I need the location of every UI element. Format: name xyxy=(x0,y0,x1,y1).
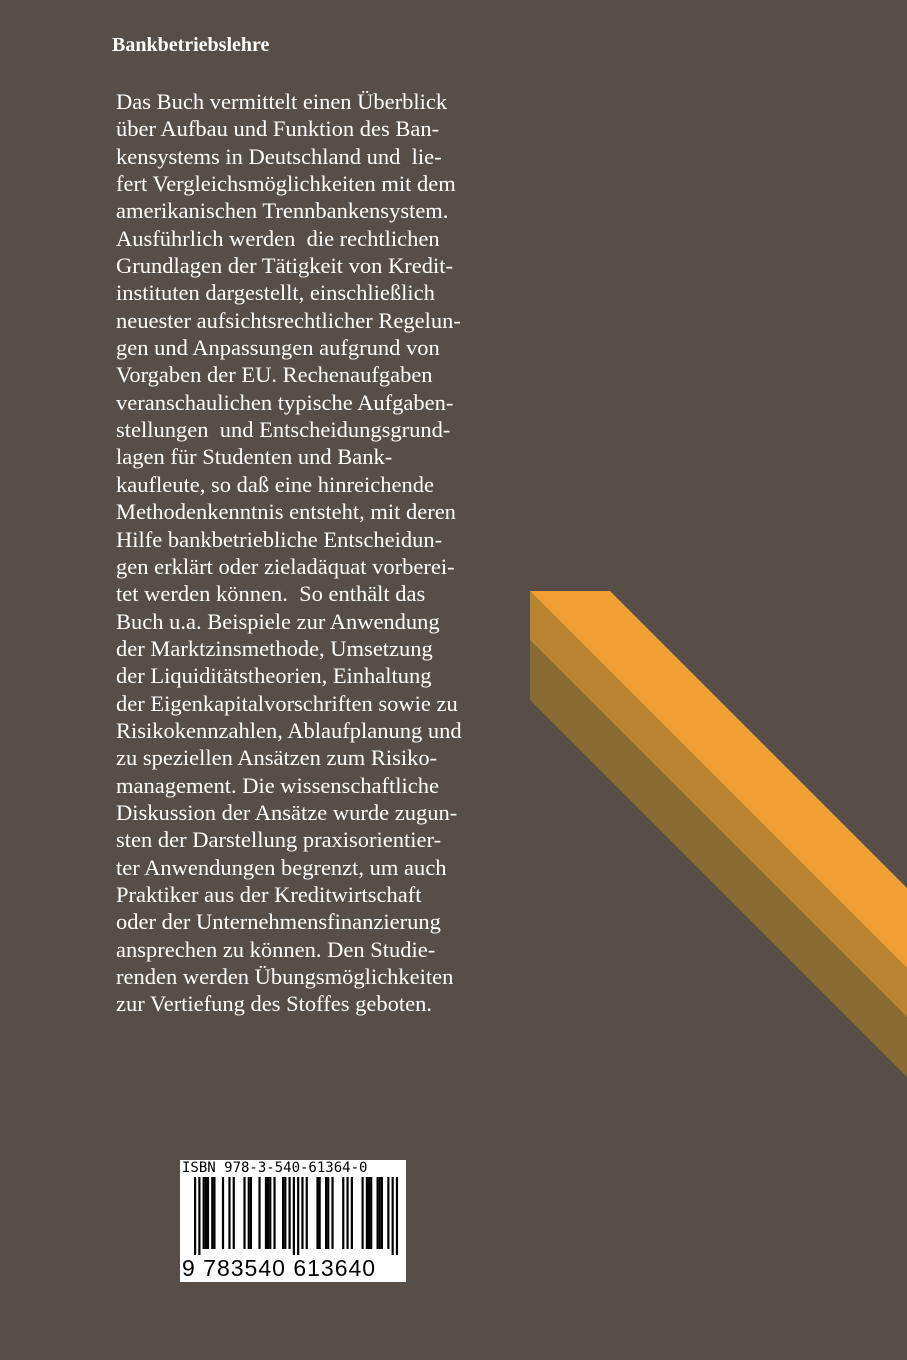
stripe-mid xyxy=(530,591,907,1017)
barcode-bar xyxy=(301,1177,303,1249)
blurb-line: Praktiker aus der Kreditwirtschaft xyxy=(116,881,422,907)
blurb-line: der Eigenkapitalvorschriften sowie zu xyxy=(116,690,458,716)
blurb-line: Risikokennzahlen, Ablaufplanung und xyxy=(116,717,462,743)
blurb-line: neuester aufsichtsrechtlicher Regelun- xyxy=(116,307,461,333)
barcode-bar xyxy=(316,1177,318,1249)
blurb-line: oder der Unternehmensfinanzierung xyxy=(116,909,441,935)
barcode-bar xyxy=(387,1177,389,1249)
blurb-line: Ausführlich werden die rechtlichen xyxy=(116,225,440,251)
blurb-line: Vorgaben der EU. Rechenaufgaben xyxy=(116,362,433,388)
ean-digits: 9 783540 613640 xyxy=(182,1255,377,1281)
blurb-line: Das Buch vermittelt einen Überblick xyxy=(116,89,448,114)
blurb-line: instituten dargestellt, einschließlich xyxy=(116,280,435,306)
isbn-barcode-label xyxy=(180,1160,406,1282)
barcode-bar xyxy=(194,1177,196,1255)
barcode-bar xyxy=(293,1177,295,1255)
blurb-line: Diskussion der Ansätze wurde zugun- xyxy=(116,799,458,825)
barcode-bar xyxy=(250,1177,252,1249)
barcode-bar xyxy=(284,1177,286,1249)
barcode-bar xyxy=(306,1177,308,1249)
barcode-bar xyxy=(248,1177,250,1249)
barcode-bar xyxy=(319,1177,321,1249)
barcode-bar xyxy=(273,1177,275,1249)
blurb-line: veranschaulichen typische Aufgaben- xyxy=(116,389,454,415)
barcode-bar xyxy=(243,1177,245,1249)
barcode-bar xyxy=(342,1177,344,1249)
barcode-bars xyxy=(184,1177,402,1255)
blurb-line: Grundlagen der Tätigkeit von Kredit- xyxy=(116,253,453,279)
barcode-bar xyxy=(370,1177,372,1249)
barcode-bar xyxy=(361,1177,363,1249)
blurb-line: management. Die wissenschaftliche xyxy=(116,772,440,798)
barcode-bar xyxy=(396,1177,398,1255)
barcode-bar xyxy=(351,1177,353,1249)
blurb-line: der Liquiditätstheorien, Einhaltung xyxy=(116,663,432,689)
blurb-line: Hilfe bankbetriebliche Entscheidun- xyxy=(116,526,443,552)
blurb-line: zu speziellen Ansätzen zum Risiko- xyxy=(116,745,438,771)
barcode-bar xyxy=(207,1177,209,1249)
barcode-bar xyxy=(392,1177,394,1255)
barcode-bar xyxy=(213,1177,215,1249)
barcode-bar xyxy=(331,1177,333,1249)
blurb-line: ansprechen zu können. Den Studie- xyxy=(116,936,436,962)
blurb-line: amerikanischen Trennbankensystem. xyxy=(116,198,449,224)
barcode-bar xyxy=(205,1177,207,1249)
barcode-bar xyxy=(325,1177,327,1249)
barcode-bar xyxy=(198,1177,200,1255)
barcode-bar xyxy=(327,1177,329,1249)
barcode-bar xyxy=(267,1177,269,1249)
book-title: Bankbetriebslehre xyxy=(112,34,270,56)
barcode-bar xyxy=(366,1177,368,1249)
blurb-line: der Marktzinsmethode, Umsetzung xyxy=(116,635,433,661)
blurb-line: lagen für Studenten und Bank- xyxy=(116,444,393,470)
blurb-line: fert Vergleichsmöglichkeiten mit dem xyxy=(116,171,456,197)
stripe-light xyxy=(530,591,907,968)
blurb-line: gen erklärt oder zieladäquat vorberei- xyxy=(116,553,455,579)
blurb-line: sten der Darstellung praxisorientier- xyxy=(116,827,442,853)
barcode-bar xyxy=(222,1177,224,1249)
blurb-line: gen und Anpassungen aufgrund von xyxy=(116,335,440,361)
blurb-line: kaufleute, so daß eine hinreichende xyxy=(116,471,434,497)
blurb-line: kensystems in Deutschland und lie- xyxy=(116,143,442,169)
blurb-line: tet werden können. So enthält das xyxy=(116,581,426,607)
barcode-bar xyxy=(258,1177,260,1249)
barcode-bar xyxy=(203,1177,205,1249)
barcode-bar xyxy=(269,1177,271,1249)
barcode-bar xyxy=(377,1177,379,1249)
blurb-line: zur Vertiefung des Stoffes geboten. xyxy=(116,991,432,1017)
blurb-line: Buch u.a. Beispiele zur Anwendung xyxy=(116,608,440,634)
blurb-line: über Aufbau und Funktion des Ban- xyxy=(116,116,440,142)
barcode-bar xyxy=(297,1177,299,1255)
barcode-bar xyxy=(368,1177,370,1249)
blurb-line: renden werden Übungsmöglichkeiten xyxy=(116,964,454,989)
barcode-bar xyxy=(381,1177,383,1249)
barcode-bar xyxy=(228,1177,230,1249)
barcode-bar xyxy=(211,1177,213,1249)
barcode-bar xyxy=(379,1177,381,1249)
barcode-bar xyxy=(265,1177,267,1249)
barcode-bar xyxy=(282,1177,284,1249)
blurb-text xyxy=(116,88,506,1018)
blurb-line: Methodenkenntnis entsteht, mit deren xyxy=(116,499,456,525)
barcode-bar xyxy=(288,1177,290,1249)
blurb-line: stellungen und Entscheidungsgrund- xyxy=(116,417,451,443)
barcode-bar xyxy=(346,1177,348,1249)
isbn-number: ISBN 978-3-540-61364-0 xyxy=(182,1160,368,1176)
barcode-bar xyxy=(233,1177,235,1249)
blurb-line: ter Anwendungen begrenzt, um auch xyxy=(116,854,447,880)
